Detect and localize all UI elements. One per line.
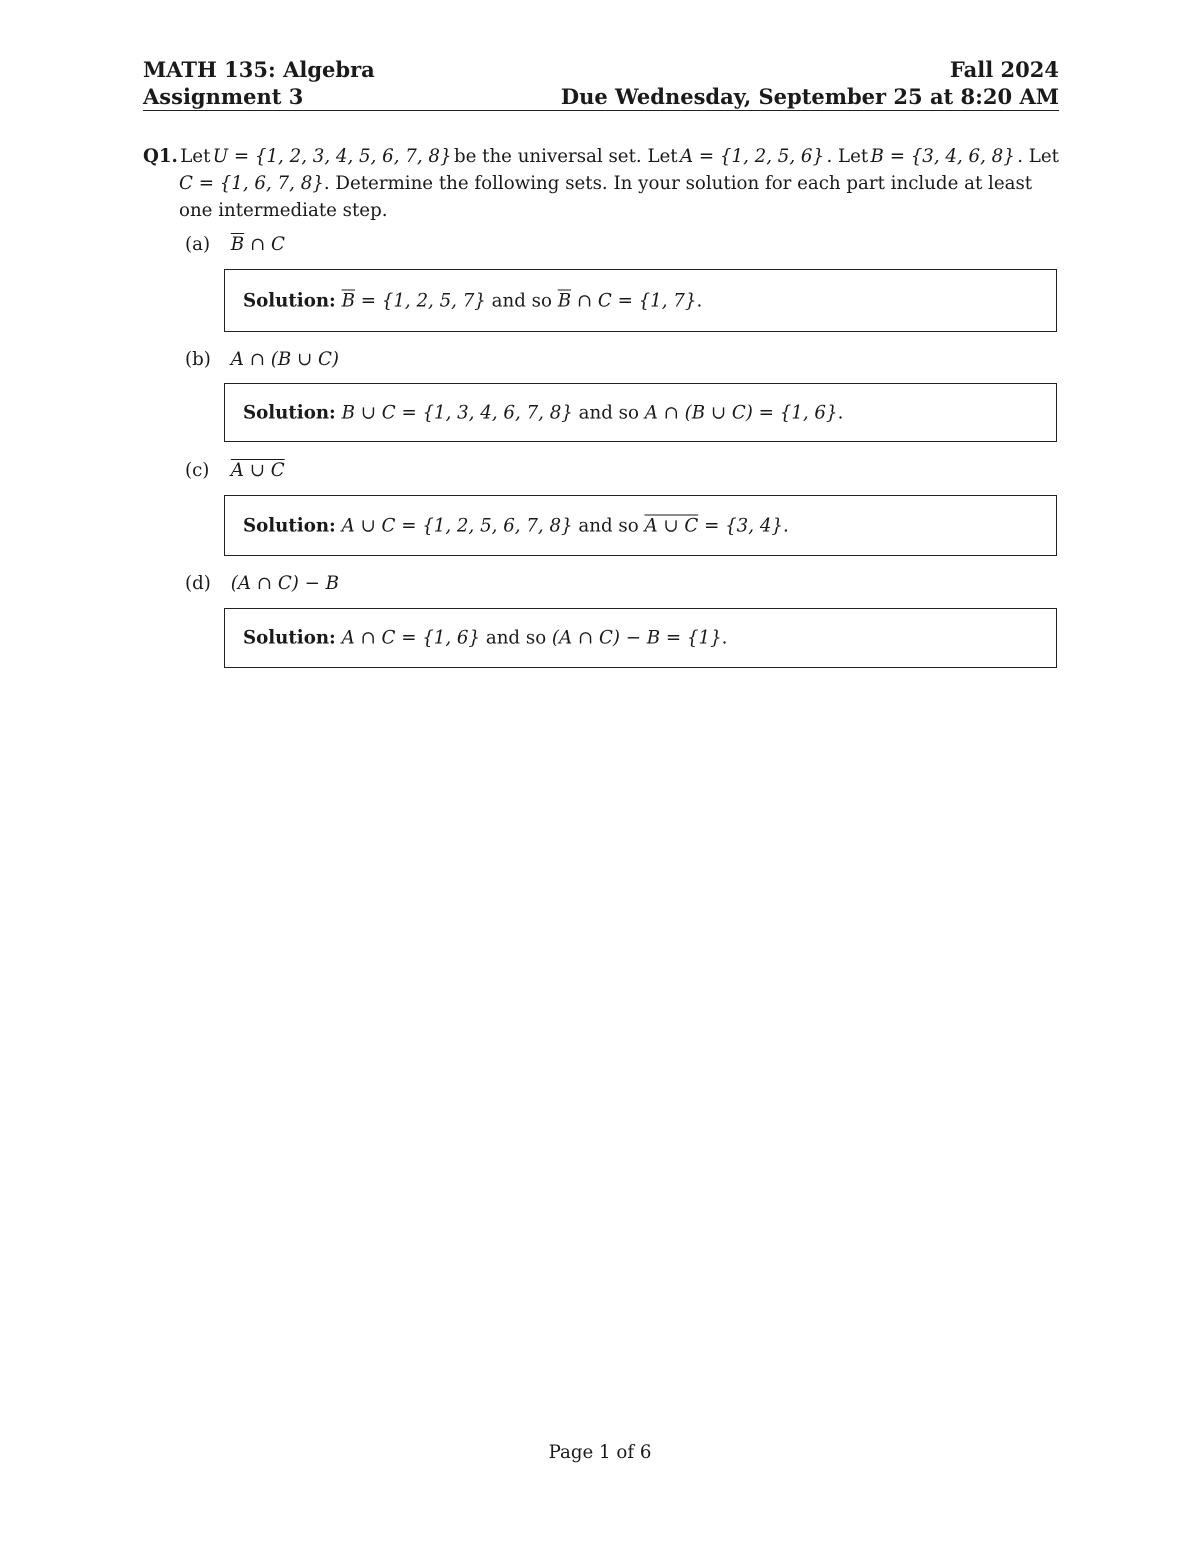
- part-a-complement: $\overline{B}$: [230, 234, 245, 255]
- part-d-label: (d): [185, 573, 211, 594]
- assignment-title: Assignment 3: [143, 84, 304, 109]
- part-b-expr: A ∩ (B ∪ C): [230, 349, 340, 370]
- sol-period: .: [837, 402, 844, 423]
- part-c-expr: A ∪ C: [230, 460, 285, 481]
- solution-c: [243, 515, 789, 536]
- q-word-let-3: . Let: [1017, 146, 1059, 167]
- part-b-label: (b): [185, 349, 211, 370]
- sol-a-complement-2: $\overline{B}$: [557, 290, 572, 311]
- sol-c-complement: A ∪ C: [644, 515, 699, 536]
- q-phrase: be the universal set. Let: [453, 146, 678, 167]
- page-number: Page 1 of 6: [548, 1442, 652, 1463]
- sol-c-result: = {3, 4}: [698, 515, 783, 536]
- part-d: [185, 570, 339, 597]
- part-b: [185, 346, 339, 373]
- sol-connector: and so: [572, 402, 645, 423]
- part-a-expr: ∩ C: [244, 234, 285, 255]
- solution-box-c: [224, 495, 1057, 556]
- question-text: [143, 143, 1059, 224]
- q-word-let-2: . Let: [826, 146, 869, 167]
- header-row-1: [143, 57, 1059, 83]
- set-a-def: A = {1, 2, 5, 6}: [679, 146, 825, 167]
- q-instructions: . Determine the following sets. In your solution for each part include at least: [323, 173, 1033, 194]
- sol-period: .: [721, 627, 728, 649]
- part-c-label: (c): [185, 460, 210, 481]
- sol-d-step-1: A ∩ C = {1, 6}: [341, 627, 481, 649]
- question-line-3: [143, 197, 1059, 224]
- header-rule: [143, 110, 1059, 111]
- question-line-1: [143, 143, 1059, 170]
- sol-connector: and so: [485, 290, 558, 311]
- part-d-expr: (A ∩ C) − B: [230, 573, 340, 594]
- sol-period: .: [696, 290, 703, 311]
- solution-label: Solution:: [243, 402, 336, 423]
- set-c-def: C = {1, 6, 7, 8}: [179, 173, 324, 194]
- term-label: Fall 2024: [949, 57, 1059, 82]
- sol-connector: and so: [480, 627, 552, 649]
- header-row-2: [143, 84, 1059, 110]
- solution-label: Solution:: [243, 515, 336, 536]
- set-b-def: B = {3, 4, 6, 8}: [870, 146, 1015, 167]
- course-title: MATH 135: Algebra: [143, 57, 375, 82]
- solution-d: [243, 628, 727, 649]
- part-a-label: (a): [185, 234, 211, 255]
- sol-a-result: ∩ C = {1, 7}: [571, 290, 697, 311]
- sol-b-step-1: B ∪ C = {1, 3, 4, 6, 7, 8}: [341, 402, 573, 423]
- sol-a-step-1: = {1, 2, 5, 7}: [354, 290, 486, 311]
- solution-b: [243, 402, 843, 423]
- q-word-let: Let: [180, 146, 211, 167]
- q-instructions-end: one intermediate step.: [179, 200, 388, 221]
- solution-box-b: [224, 383, 1057, 442]
- solution-box-a: [224, 269, 1057, 332]
- sol-d-result: (A ∩ C) − B = {1}: [551, 627, 722, 649]
- solution-box-d: [224, 608, 1057, 668]
- solution-label: Solution:: [243, 290, 336, 311]
- part-a: [185, 231, 285, 258]
- sol-a-complement-1: $\overline{B}$: [341, 290, 355, 311]
- solution-label: Solution:: [243, 627, 336, 649]
- sol-connector: and so: [572, 515, 645, 536]
- universal-set-def: U = {1, 2, 3, 4, 5, 6, 7, 8}: [212, 146, 452, 167]
- question-number: Q1.: [143, 146, 178, 167]
- sol-c-step-1: A ∪ C = {1, 2, 5, 6, 7, 8}: [341, 515, 573, 536]
- question-line-2: [143, 170, 1059, 197]
- due-date: Due Wednesday, September 25 at 8:20 AM: [560, 84, 1059, 109]
- sol-b-result: A ∩ (B ∪ C) = {1, 6}: [644, 402, 838, 423]
- sol-period: .: [782, 515, 789, 536]
- part-c: [185, 457, 285, 484]
- solution-a: [243, 290, 702, 311]
